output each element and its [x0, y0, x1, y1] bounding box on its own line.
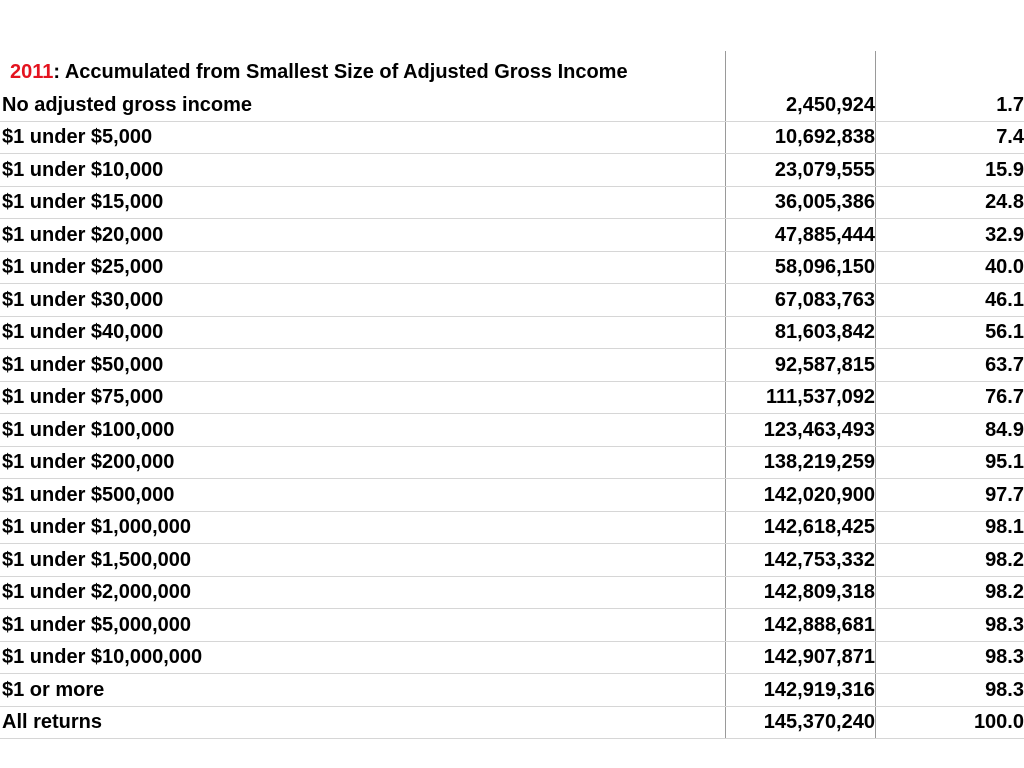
table-row: [0, 89, 1024, 122]
row-count: 81,603,842: [725, 317, 875, 349]
row-percent: 46.1: [875, 284, 1024, 316]
row-percent: 1.7: [875, 89, 1024, 121]
row-percent: 32.9: [875, 219, 1024, 251]
table-row: [0, 317, 1024, 350]
table-row: [0, 674, 1024, 707]
row-label: $1 under $200,000: [2, 451, 175, 473]
table-row: [0, 382, 1024, 415]
row-percent: 100.0: [875, 707, 1024, 739]
row-label: $1 under $10,000: [2, 158, 164, 181]
row-percent: 7.4: [875, 122, 1024, 154]
table-row: [0, 512, 1024, 545]
row-label: $1 under $5,000,000: [2, 613, 192, 636]
row-percent: 63.7: [875, 349, 1024, 381]
row-label: $1 under $500,000: [2, 483, 175, 506]
row-count: 10,692,838: [725, 122, 875, 154]
row-count: 123,463,493: [725, 414, 875, 446]
row-percent: 15.9: [875, 154, 1024, 186]
row-percent: 76.7: [875, 382, 1024, 414]
row-percent: 98.1: [875, 512, 1024, 544]
row-count: 58,096,150: [725, 252, 875, 284]
row-percent: 84.9: [875, 414, 1024, 446]
row-label: $1 under $25,000: [2, 256, 164, 278]
row-percent: 98.2: [875, 577, 1024, 609]
row-percent: 95.1: [875, 447, 1024, 479]
row-label: $1 under $40,000: [2, 321, 164, 343]
row-count: 142,809,318: [725, 577, 875, 609]
table-row: [0, 577, 1024, 610]
table-row: [0, 154, 1024, 187]
row-percent: 97.7: [875, 479, 1024, 511]
table-row: [0, 544, 1024, 577]
row-count: 142,919,316: [725, 674, 875, 706]
table-row: [0, 252, 1024, 285]
title-text: : Accumulated from Smallest Size of Adjusted Gross Income: [53, 61, 628, 83]
row-count: 142,888,681: [725, 609, 875, 641]
table-row: [0, 187, 1024, 220]
table-row: [0, 447, 1024, 480]
row-count: 47,885,444: [725, 219, 875, 251]
row-count: 145,370,240: [725, 707, 875, 739]
row-count: 142,618,425: [725, 512, 875, 544]
row-label: $1 under $75,000: [2, 386, 164, 408]
table-header-row: [0, 51, 1024, 89]
row-count: 138,219,259: [725, 447, 875, 479]
row-percent: 24.8: [875, 187, 1024, 219]
row-count: 142,907,871: [725, 642, 875, 674]
row-label: $1 under $1,000,000: [2, 516, 192, 538]
table-row: [0, 414, 1024, 447]
row-count: 2,450,924: [725, 89, 875, 121]
table-row: [0, 609, 1024, 642]
row-label: $1 under $20,000: [2, 223, 164, 246]
income-table: [0, 51, 1024, 739]
table-row: [0, 349, 1024, 382]
row-percent: 40.0: [875, 252, 1024, 284]
row-count: 92,587,815: [725, 349, 875, 381]
row-count: 111,537,092: [725, 382, 875, 414]
table-row: [0, 642, 1024, 675]
table-row: [0, 707, 1024, 740]
table-body: [0, 89, 1024, 739]
table-row: [0, 479, 1024, 512]
row-percent: 98.3: [875, 674, 1024, 706]
row-percent: 98.3: [875, 609, 1024, 641]
table-row: [0, 284, 1024, 317]
row-label: All returns: [2, 711, 103, 733]
row-label: $1 or more: [2, 678, 105, 701]
row-count: 23,079,555: [725, 154, 875, 186]
row-label: $1 under $1,500,000: [2, 548, 192, 571]
row-label: $1 under $50,000: [2, 353, 164, 376]
header-count-cell: [725, 51, 875, 89]
row-percent: 56.1: [875, 317, 1024, 349]
row-label: No adjusted gross income: [2, 93, 253, 116]
row-count: 142,020,900: [725, 479, 875, 511]
row-percent: 98.3: [875, 642, 1024, 674]
title-year: 2011: [10, 61, 54, 83]
row-label: $1 under $30,000: [2, 288, 164, 311]
row-label: $1 under $100,000: [2, 418, 175, 441]
row-label: $1 under $2,000,000: [2, 581, 192, 603]
row-label: $1 under $10,000,000: [2, 646, 203, 668]
row-count: 36,005,386: [725, 187, 875, 219]
table-row: [0, 122, 1024, 155]
header-percent-cell: [875, 51, 1024, 89]
table-title: [0, 51, 725, 89]
row-count: 142,753,332: [725, 544, 875, 576]
row-count: 67,083,763: [725, 284, 875, 316]
row-label: $1 under $15,000: [2, 191, 164, 213]
table-row: [0, 219, 1024, 252]
row-percent: 98.2: [875, 544, 1024, 576]
row-label: $1 under $5,000: [2, 126, 153, 148]
